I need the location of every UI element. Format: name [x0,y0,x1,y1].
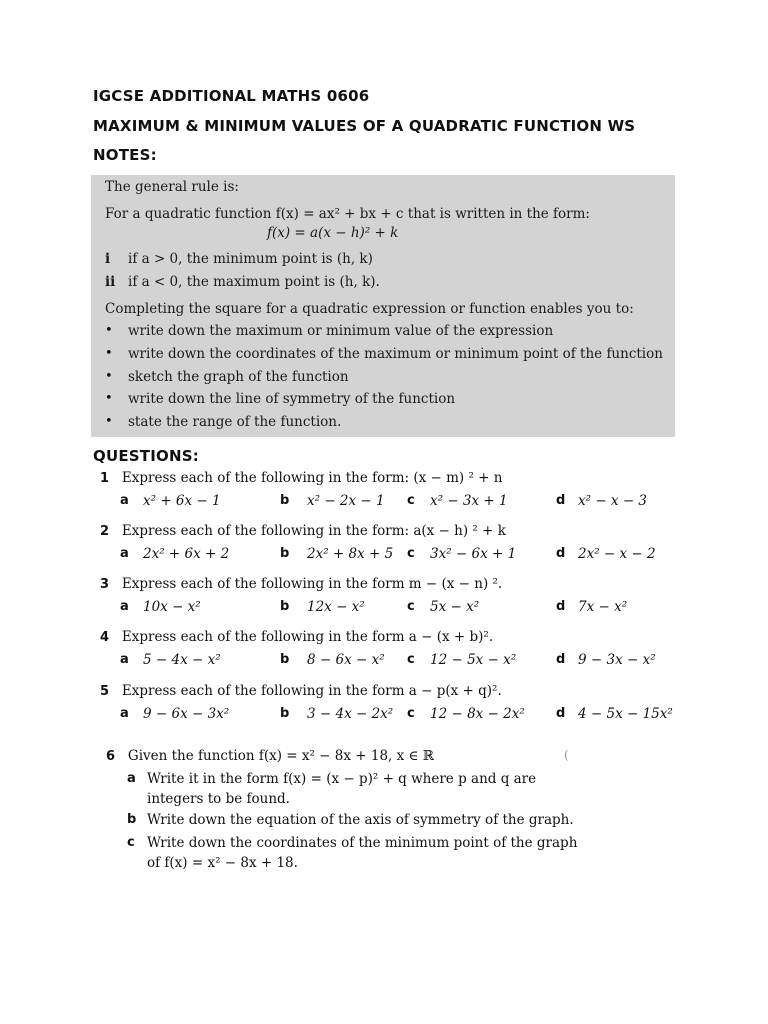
part-expression: 12x − x² [307,599,365,615]
bullet-icon: • [105,346,113,361]
part-expression: 10x − x² [143,599,201,615]
part-label: c [407,652,415,667]
part-label: b [280,493,290,508]
part-label: a [120,546,129,561]
part-label: a [120,652,129,667]
part-expression: 8 − 6x − x² [307,652,385,668]
part-label: d [556,652,566,667]
part-text: integers to be found. [147,791,290,807]
case-text-i: if a > 0, the minimum point is (h, k) [128,251,373,267]
question-3 [100,576,502,592]
part-label: a [120,706,129,721]
part-expression: 2x² − x − 2 [578,546,656,562]
part-label: b [280,652,290,667]
question-text: Express each of the following in the form a − p(x + q)². [121,683,502,699]
notes-completing-line: Completing the square for a quadratic expression or function enables you to: [105,301,634,317]
question-text: Express each of the following in the form: (x − m) ² + n [121,470,503,486]
part-label: a [120,493,129,508]
bullet-icon: • [105,323,113,338]
part-label: b [280,546,290,561]
bullet-item: write down the coordinates of the maximum or minimum point of the function [128,346,663,362]
case-label-i: i [105,251,111,267]
part-expression: x² + 6x − 1 [143,493,221,509]
question-number: 2 [100,524,110,539]
part-expression: x² − x − 3 [578,493,648,509]
part-expression: x² − 3x + 1 [430,493,508,509]
part-label: d [556,706,566,721]
part-text: Write it in the form f(x) = (x − p)² + q where p and q are [147,771,537,787]
part-label: d [556,599,566,614]
part-expression: 3x² − 6x + 1 [430,546,517,562]
bullet-icon: • [105,414,113,429]
bullet-item: state the range of the function. [128,414,342,430]
question-number: 4 [100,630,110,645]
questions-heading: QUESTIONS: [93,447,199,465]
question-text: Express each of the following in the form m − (x − n) ². [121,576,503,592]
question-5 [100,683,502,699]
part-expression: x² − 2x − 1 [307,493,385,509]
part-text: Write down the equation of the axis of symmetry of the graph. [147,812,574,828]
bullet-item: write down the maximum or minimum value of the expression [128,323,554,339]
part-label: c [407,599,415,614]
question-text: Express each of the following in the form a − (x + b)². [121,629,494,645]
part-label: a [120,599,129,614]
part-text: of f(x) = x² − 8x + 18. [147,855,298,871]
question-4 [100,629,493,645]
part-label: c [407,493,415,508]
part-expression: 9 − 3x − x² [578,652,656,668]
bullet-icon: • [105,391,113,406]
part-label: c [407,706,415,721]
part-label: b [280,706,290,721]
part-expression: 12 − 5x − x² [430,652,517,668]
notes-box [91,175,675,437]
part-expression: 5 − 4x − x² [143,652,221,668]
part-expression: 5x − x² [430,599,480,615]
worksheet-title: MAXIMUM & MINIMUM VALUES OF A QUADRATIC FUNCTION WS [93,117,636,135]
course-heading: IGCSE ADDITIONAL MATHS 0606 [93,87,370,105]
part-expression: 9 − 6x − 3x² [143,706,230,722]
question-1 [100,470,502,486]
part-label: c [127,835,135,850]
question-number: 3 [100,577,110,592]
notes-intro: The general rule is: [105,179,239,195]
part-expression: 12 − 8x − 2x² [430,706,525,722]
part-label: b [280,599,290,614]
part-expression: 7x − x² [578,599,628,615]
notes-vertex-form: f(x) = a(x − h)² + k [267,225,399,241]
part-label: b [127,812,137,827]
question-number: 1 [100,471,110,486]
part-text: Write down the coordinates of the minimum point of the graph [147,835,578,851]
notes-heading: NOTES: [93,146,157,164]
part-label: a [127,771,136,786]
case-text-ii: if a < 0, the maximum point is (h, k). [128,274,380,290]
part-expression: 4 − 5x − 15x² [578,706,673,722]
question-6 [106,748,434,764]
bullet-item: write down the line of symmetry of the function [128,391,456,407]
notes-rule-line: For a quadratic function f(x) = ax² + bx + c that is written in the form: [105,206,590,222]
question-text: Given the function f(x) = x² − 8x + 18, x ∈ ℝ [127,748,435,764]
part-expression: 2x² + 8x + 5 [307,546,394,562]
mark-fragment: ( [564,748,569,762]
question-number: 5 [100,684,110,699]
part-label: d [556,546,566,561]
question-number: 6 [106,749,116,764]
question-2 [100,523,506,539]
part-label: c [407,546,415,561]
question-text: Express each of the following in the form: a(x − h) ² + k [121,523,506,539]
part-label: d [556,493,566,508]
bullet-item: sketch the graph of the function [128,369,349,385]
part-expression: 2x² + 6x + 2 [143,546,230,562]
bullet-icon: • [105,369,113,384]
part-expression: 3 − 4x − 2x² [307,706,394,722]
case-label-ii: ii [105,274,116,290]
